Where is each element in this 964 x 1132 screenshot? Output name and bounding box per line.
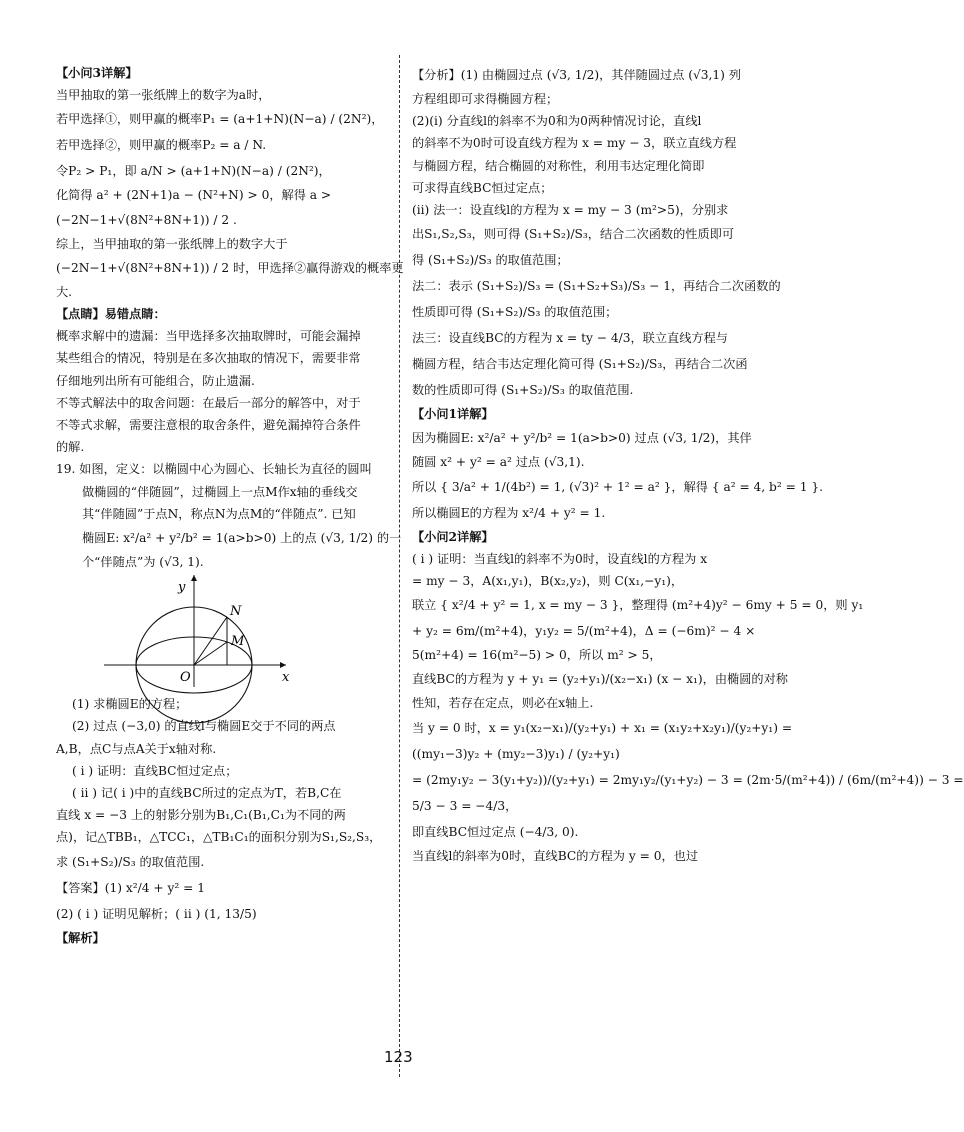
left-column-after-figure-line: 点)，记△TBB₁，△TCC₁，△TB₁C₁的面积分别为S₁,S₂,S₃， (56, 830, 382, 845)
left-column-line: 【小问3详解】 (56, 66, 138, 80)
right-column-line: 数的性质即可得 (S₁+S₂)/S₃ 的取值范围. (412, 383, 634, 398)
left-column-line: 不等式解法中的取舍问题：在最后一部分的解答中，对于 (56, 395, 361, 410)
left-column-line: 某些组合的情况，特别是在多次抽取的情况下，需要非常 (56, 351, 361, 366)
right-column-line: 当 y = 0 时，x = y₁(x₂−x₁)/(y₂+y₁) + x₁ = (x₁y₂+x₂y₁)/(y₂+y₁) = (412, 720, 793, 735)
left-column-line: 个“伴随点”为 (√3, 1). (82, 555, 204, 570)
label-y: y (178, 580, 186, 596)
right-column-line: = (2my₁y₂ − 3(y₁+y₂))/(y₂+y₁) = 2my₁y₂/(y₁+y₂) − 3 = (2m·5/(m²+4)) / (6m/(m²+4)) − 3 = (412, 772, 964, 787)
left-column-after-figure-line: A,B，点C与点A关于x轴对称. (56, 741, 217, 756)
left-column-after-figure-line: (2) 过点 (−3,0) 的直线l与椭圆E交于不同的两点 (72, 719, 336, 734)
right-column-line: 5/3 − 3 = −4/3， (412, 798, 518, 813)
label-m: M (231, 634, 245, 650)
right-column-line: (2)(i) 分直线l的斜率不为0和为0两种情况讨论，直线l (412, 114, 702, 129)
right-column-line: 性质即可得 (S₁+S₂)/S₃ 的取值范围； (412, 305, 618, 320)
right-column-line: 【小问1详解】 (412, 407, 494, 422)
label-x: x (282, 670, 290, 686)
right-column-line: ((my₁−3)y₂ + (my₂−3)y₁) / (y₂+y₁) (412, 746, 620, 761)
right-column-line: 因为椭圆E: x²/a² + y²/b² = 1(a>b>0) 过点 (√3, 1/2)，其伴 (412, 431, 752, 446)
left-column-line: 【点睛】易错点睛： (56, 307, 166, 322)
ellipse-figure (96, 579, 326, 689)
page-number: 123 (384, 1048, 413, 1066)
left-column-line: 若甲选择②，则甲赢的概率P₂ = a / N. (56, 138, 267, 153)
right-column-line: 椭圆方程，结合韦达定理化简可得 (S₁+S₂)/S₃，再结合二次函 (412, 357, 748, 372)
left-column-after-figure-line: 直线 x = −3 上的射影分别为B₁,C₁(B₁,C₁为不同的两 (56, 808, 346, 823)
left-column (56, 62, 404, 949)
left-column-line: 仔细地列出所有可能组合，防止遗漏. (56, 373, 255, 388)
left-column-line: 令P₂ > P₁，即 a/N > (a+1+N)(N−a) / (2N²)， (56, 164, 331, 179)
right-column-line: 所以 { 3/a² + 1/(4b²) = 1, (√3)² + 1² = a² }，解得 { a² = 4, b² = 1 }. (412, 479, 823, 494)
left-column-line: 化简得 a² + (2N+1)a − (N²+N) > 0，解得 a > (56, 188, 332, 203)
segment-om (194, 642, 227, 665)
left-column-after-figure-line: ( ii ) 记( i )中的直线BC所过的定点为T，若B,C在 (72, 786, 342, 801)
left-column-line: 19. 如图，定义：以椭圆中心为圆心、长轴长为直径的圆叫 (56, 462, 372, 477)
left-column-after-figure-line: 【答案】(1) x²/4 + y² = 1 (56, 880, 205, 895)
right-column-line: 出S₁,S₂,S₃，则可得 (S₁+S₂)/S₃，结合二次函数的性质即可 (412, 227, 735, 242)
right-column-line: + y₂ = 6m/(m²+4)，y₁y₂ = 5/(m²+4)，Δ = (−6m)² − 4 × (412, 624, 756, 639)
left-column-line: 若甲选择①，则甲赢的概率P₁ = (a+1+N)(N−a) / (2N²)， (56, 112, 384, 127)
right-column-line: 可求得直线BC恒过定点； (412, 180, 553, 195)
left-column-line: 大. (56, 284, 73, 299)
left-column-after-figure-line: 求 (S₁+S₂)/S₃ 的取值范围. (56, 854, 205, 869)
left-column-line: 其“伴随圆”于点N，称点N为点M的“伴随点”. 已知 (82, 506, 356, 521)
left-column-after-figure-line: ( i ) 证明：直线BC恒过定点； (72, 763, 238, 778)
right-column-line: 【小问2详解】 (412, 529, 494, 544)
right-column-line: 法三：设直线BC的方程为 x = ty − 4/3，联立直线方程与 (412, 331, 728, 346)
right-column-line: = my − 3，A(x₁,y₁)，B(x₂,y₂)，则 C(x₁,−y₁)， (412, 574, 684, 589)
segment-on (194, 617, 227, 665)
right-column-line: 得 (S₁+S₂)/S₃ 的取值范围； (412, 253, 569, 268)
right-column-line: 所以椭圆E的方程为 x²/4 + y² = 1. (412, 505, 606, 520)
right-column-line: 当直线l的斜率为0时，直线BC的方程为 y = 0，也过 (412, 848, 699, 863)
left-column-after-figure-line: (2) ( i ) 证明见解析；( ii ) (1, 13/5) (56, 906, 257, 921)
right-column-line: ( i ) 证明：当直线l的斜率不为0时，设直线l的方程为 x (412, 551, 708, 566)
left-column-line: 椭圆E: x²/a² + y²/b² = 1(a>b>0) 上的点 (√3, 1/2) 的一 (82, 531, 402, 546)
right-column-line: 法二：表示 (S₁+S₂)/S₃ = (S₁+S₂+S₃)/S₃ − 1，再结合二次函数的 (412, 279, 781, 294)
right-column-line: 直线BC的方程为 y + y₁ = (y₂+y₁)/(x₂−x₁) (x − x₁)，由椭圆的对称 (412, 672, 788, 687)
left-column-line: 概率求解中的遗漏：当甲选择多次抽取牌时，可能会漏掉 (56, 329, 361, 344)
right-column-line: 性知，若存在定点，则必在x轴上. (412, 696, 594, 711)
right-column-line: 随圆 x² + y² = a² 过点 (√3,1). (412, 455, 585, 470)
column-divider (399, 55, 400, 1077)
right-column-line: 的斜率不为0时可设直线方程为 x = my − 3，联立直线方程 (412, 136, 737, 151)
right-column (412, 62, 964, 867)
left-column-after-figure-line: (1) 求椭圆E的方程； (72, 697, 188, 712)
right-column-line: 即直线BC恒过定点 (−4/3, 0). (412, 824, 579, 839)
left-column-line: 当甲抽取的第一张纸牌上的数字为a时， (56, 88, 271, 103)
right-column-line: 【分析】(1) 由椭圆过点 (√3, 1/2)，其伴随圆过点 (√3,1) 列 (412, 68, 741, 82)
left-column-after-figure-line: 【解析】 (56, 930, 105, 945)
left-column-line: 综上，当甲抽取的第一张纸牌上的数字大于 (56, 236, 288, 251)
right-column-line: 联立 { x²/4 + y² = 1, x = my − 3 }，整理得 (m²+4)y² − 6my + 5 = 0，则 y₁ (412, 598, 864, 613)
right-column-line: 5(m²+4) = 16(m²−5) > 0，所以 m² > 5， (412, 648, 662, 663)
right-column-line: (ii) 法一：设直线l的方程为 x = my − 3 (m²>5)，分别求 (412, 203, 729, 218)
left-column-line: 不等式求解，需要注意根的取舍条件，避免漏掉符合条件 (56, 418, 361, 433)
left-column-line: (−2N−1+√(8N²+8N+1)) / 2 时，甲选择②赢得游戏的概率更 (56, 260, 404, 275)
left-column-line: (−2N−1+√(8N²+8N+1)) / 2 . (56, 212, 237, 227)
left-column-line: 的解. (56, 440, 85, 455)
label-o: O (180, 670, 191, 686)
right-column-line: 与椭圆方程，结合椭圆的对称性，利用韦达定理化简即 (412, 158, 705, 173)
label-n: N (230, 604, 242, 620)
left-column-line: 做椭圆的“伴随圆”，过椭圆上一点M作x轴的垂线交 (82, 484, 358, 499)
right-column-line: 方程组即可求得椭圆方程； (412, 92, 559, 106)
